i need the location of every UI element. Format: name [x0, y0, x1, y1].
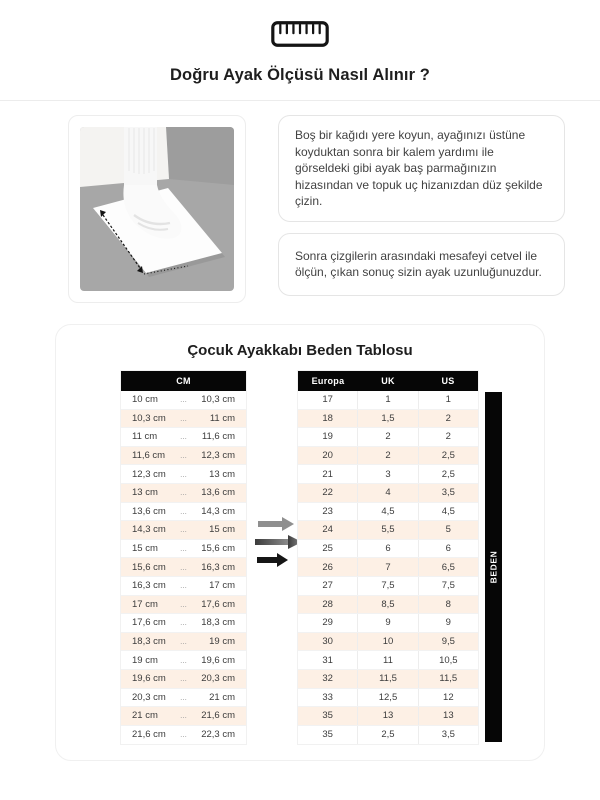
cm-cell: 14,3 cm [132, 524, 166, 536]
cm-table-row [121, 465, 246, 484]
size-table-row [298, 558, 478, 577]
size-cell: 7,5 [357, 577, 417, 595]
size-cell: 2 [357, 447, 417, 465]
size-conversion-table [297, 370, 479, 745]
cm-cell: 19 cm [209, 636, 235, 648]
cm-cell: 14,3 cm [201, 505, 235, 517]
cm-cell: 21,6 cm [201, 710, 235, 722]
cm-cell: 21,6 cm [132, 729, 166, 741]
cm-cell: 13 cm [209, 468, 235, 480]
size-table-row [298, 651, 478, 670]
size-cell: 3,5 [418, 726, 478, 745]
size-table-card [55, 324, 545, 761]
size-cell: 30 [322, 636, 333, 648]
size-cell: 2 [357, 428, 417, 446]
size-cell: 18 [322, 412, 333, 424]
size-cell: 2,5 [357, 726, 417, 745]
cm-table-row [121, 391, 246, 410]
cm-table-body [121, 391, 246, 744]
size-cell: 2 [418, 410, 478, 428]
cm-cell: ... [180, 599, 187, 609]
size-cell: 13 [357, 707, 417, 725]
size-cell: 5,5 [357, 521, 417, 539]
cm-table-row [121, 633, 246, 652]
cm-cell: 12,3 cm [132, 468, 166, 480]
cm-cell: 11 cm [132, 431, 158, 443]
cm-cell: 11,6 cm [201, 431, 235, 443]
size-table-header-us: US [441, 376, 455, 386]
cm-table-row [121, 614, 246, 633]
cm-cell: ... [180, 674, 187, 684]
cm-table-row [121, 651, 246, 670]
cm-cell: 19,6 cm [132, 673, 166, 685]
size-cell: 27 [322, 580, 333, 592]
cm-table-row [121, 447, 246, 466]
size-cell: 7 [357, 558, 417, 576]
size-table-title: Çocuk Ayakkabı Beden Tablosu [187, 342, 413, 359]
size-cell: 8 [418, 596, 478, 614]
cm-table-row [121, 577, 246, 596]
cm-cell: 12,3 cm [201, 450, 235, 462]
cm-table-row [121, 596, 246, 615]
cm-cell: ... [180, 711, 187, 721]
cm-cell: 20,3 cm [132, 691, 166, 703]
size-cell: 11,5 [418, 670, 478, 688]
size-table-row [298, 689, 478, 708]
size-cell: 1 [418, 391, 478, 409]
size-table-row [298, 521, 478, 540]
cm-cell: 19,6 cm [201, 654, 235, 666]
cm-table-row [121, 726, 246, 745]
cm-cell: 17,6 cm [132, 617, 166, 629]
cm-cell: ... [180, 488, 187, 498]
cm-cell: ... [180, 544, 187, 554]
size-cell: 17 [322, 394, 333, 406]
cm-cell: ... [180, 618, 187, 628]
size-cell: 33 [322, 691, 333, 703]
size-cell: 4,5 [357, 503, 417, 521]
cm-cell: 22,3 cm [201, 729, 235, 741]
cm-cell: ... [180, 655, 187, 665]
size-cell: 9 [357, 614, 417, 632]
size-cell: 28 [322, 598, 333, 610]
cm-table-header: CM [121, 371, 246, 391]
cm-cell: 17,6 cm [201, 598, 235, 610]
size-cell: 8,5 [357, 596, 417, 614]
size-cell: 26 [322, 561, 333, 573]
size-table-row [298, 484, 478, 503]
cm-cell: 21 cm [209, 691, 235, 703]
cm-cell: ... [180, 395, 187, 405]
size-table-row [298, 391, 478, 410]
size-cell: 2 [418, 428, 478, 446]
cm-cell: 20,3 cm [201, 673, 235, 685]
cm-table-row [121, 540, 246, 559]
cm-cell: 13 cm [132, 487, 158, 499]
size-cell: 6 [418, 540, 478, 558]
size-table-row [298, 410, 478, 429]
cm-cell: ... [180, 562, 187, 572]
cm-cell: 16,3 cm [132, 580, 166, 592]
cm-cell: 13,6 cm [132, 505, 166, 517]
beden-label: BEDEN [488, 550, 499, 584]
cm-cell: ... [180, 730, 187, 740]
cm-cell: ... [180, 525, 187, 535]
size-cell: 3 [357, 465, 417, 483]
size-cell: 10,5 [418, 651, 478, 669]
size-cell: 1,5 [357, 410, 417, 428]
cm-cell: ... [180, 432, 187, 442]
size-table-body [298, 391, 478, 744]
size-cell: 9,5 [418, 633, 478, 651]
cm-cell: 16,3 cm [201, 561, 235, 573]
cm-table [120, 370, 247, 745]
cm-cell: ... [180, 413, 187, 423]
size-cell: 10 [357, 633, 417, 651]
instruction-step-1: Boş bir kağıdı yere koyun, ayağınızı üstüne koyduktan sonra bir kalem yardımı ile görseldeki gibi ayak baş parmağınızın hizasından ve topuk uç hizanızdan düz şekilde çizin. [278, 115, 565, 222]
size-cell: 35 [322, 729, 333, 741]
size-cell: 19 [322, 431, 333, 443]
size-cell: 1 [357, 391, 417, 409]
cm-cell: ... [180, 451, 187, 461]
cm-cell: ... [180, 692, 187, 702]
instruction-steps [278, 115, 565, 303]
size-table-row [298, 670, 478, 689]
cm-cell: 11 cm [209, 412, 235, 424]
size-table-row [298, 596, 478, 615]
size-cell: 3,5 [418, 484, 478, 502]
size-cell: 9 [418, 614, 478, 632]
size-table-row [298, 707, 478, 726]
size-cell: 12 [418, 689, 478, 707]
cm-table-row [121, 484, 246, 503]
size-cell: 31 [322, 654, 333, 666]
size-table-row [298, 614, 478, 633]
cm-cell: 17 cm [209, 580, 235, 592]
page-header [0, 0, 600, 85]
size-cell: 4 [357, 484, 417, 502]
cm-cell: 15 cm [209, 524, 235, 536]
cm-cell: 21 cm [132, 710, 158, 722]
cm-cell: 15 cm [132, 543, 158, 555]
cm-cell: 11,6 cm [132, 450, 166, 462]
cm-table-row [121, 689, 246, 708]
cm-table-row [121, 503, 246, 522]
cm-cell: ... [180, 506, 187, 516]
howto-section [0, 101, 600, 303]
size-cell: 13 [418, 707, 478, 725]
foot-on-paper-photo [68, 115, 246, 303]
size-cell: 29 [322, 617, 333, 629]
size-table-row [298, 540, 478, 559]
size-table-row [298, 577, 478, 596]
size-cell: 12,5 [357, 689, 417, 707]
size-cell: 25 [322, 543, 333, 555]
size-table-row [298, 503, 478, 522]
cm-cell: ... [180, 637, 187, 647]
size-cell: 22 [322, 487, 333, 499]
cm-cell: 18,3 cm [132, 636, 166, 648]
size-cell: 24 [322, 524, 333, 536]
cm-cell: 10,3 cm [201, 394, 235, 406]
cm-table-row [121, 428, 246, 447]
size-table-row [298, 447, 478, 466]
size-cell: 11 [357, 651, 417, 669]
beden-vertical-bar [485, 392, 502, 742]
page-title: Doğru Ayak Ölçüsü Nasıl Alınır ? [170, 66, 430, 84]
cm-table-row [121, 521, 246, 540]
size-cell: 6 [357, 540, 417, 558]
cm-cell: 15,6 cm [132, 561, 166, 573]
cm-table-row [121, 410, 246, 429]
size-cell: 11,5 [357, 670, 417, 688]
size-cell: 23 [322, 505, 333, 517]
size-cell: 4,5 [418, 503, 478, 521]
cm-cell: 15,6 cm [201, 543, 235, 555]
cm-table-row [121, 558, 246, 577]
instruction-step-2: Sonra çizgilerin arasındaki mesafeyi cetvel ile ölçün, çıkan sonuç sizin ayak uzunluğunuzdur. [278, 233, 565, 296]
cm-cell: 10 cm [132, 394, 158, 406]
size-table-header-row [298, 371, 478, 391]
cm-cell: 13,6 cm [201, 487, 235, 499]
size-cell: 21 [322, 468, 333, 480]
size-table-row [298, 726, 478, 745]
size-table-header-europa: Europa [311, 376, 345, 386]
cm-table-row [121, 707, 246, 726]
cm-cell: 10,3 cm [132, 412, 166, 424]
ruler-icon [0, 16, 600, 57]
size-table-header-uk: UK [381, 376, 395, 386]
cm-cell: ... [180, 469, 187, 479]
size-table-row [298, 633, 478, 652]
size-cell: 5 [418, 521, 478, 539]
size-cell: 32 [322, 673, 333, 685]
size-cell: 2,5 [418, 465, 478, 483]
cm-table-row [121, 670, 246, 689]
cm-cell: 19 cm [132, 654, 158, 666]
cm-cell: 17 cm [132, 598, 158, 610]
size-cell: 2,5 [418, 447, 478, 465]
cm-cell: 18,3 cm [201, 617, 235, 629]
size-cell: 6,5 [418, 558, 478, 576]
cm-cell: ... [180, 581, 187, 591]
size-cell: 7,5 [418, 577, 478, 595]
size-table-row [298, 428, 478, 447]
size-table-row [298, 465, 478, 484]
size-cell: 35 [322, 710, 333, 722]
size-cell: 20 [322, 450, 333, 462]
